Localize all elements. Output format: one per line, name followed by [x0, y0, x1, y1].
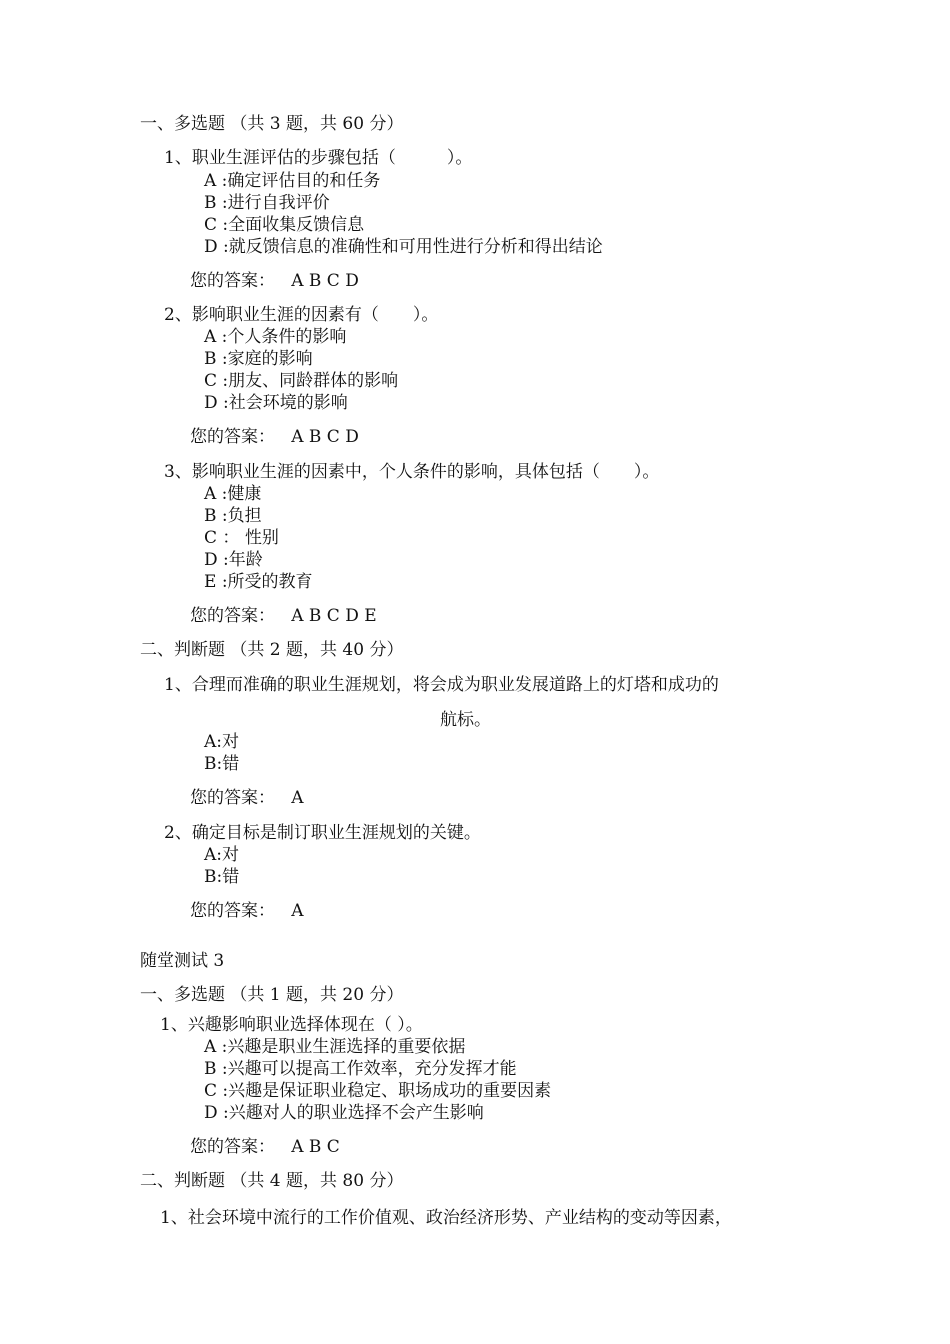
- option-a: A :健康: [204, 484, 262, 504]
- answer-label: 您的答案：: [190, 1137, 275, 1157]
- test-heading: 随堂测试 3: [140, 951, 225, 971]
- option-a: A:对: [204, 845, 240, 865]
- answer-label: 您的答案：: [190, 271, 275, 291]
- question-stem: 2、影响职业生涯的因素有（ ）。: [164, 305, 439, 325]
- option-d: D :社会环境的影响: [204, 393, 348, 413]
- question-stem: 1、职业生涯评估的步骤包括（ ）。: [164, 148, 473, 168]
- answer-label: 您的答案：: [190, 901, 275, 921]
- section-title: 二、判断题 （共 4 题，共 80 分）: [140, 1171, 404, 1191]
- option-c: C ： 性别: [204, 528, 279, 548]
- option-b: B:错: [204, 867, 240, 887]
- answer-row: [190, 426, 359, 448]
- answer-row: [190, 900, 304, 922]
- option-a: A :确定评估目的和任务: [204, 171, 381, 191]
- answer-row: [190, 787, 304, 809]
- answer-value: A: [291, 788, 304, 808]
- answer-label: 您的答案：: [190, 788, 275, 808]
- option-a: A :兴趣是职业生涯选择的重要依据: [204, 1037, 466, 1057]
- option-b: B :家庭的影响: [204, 349, 313, 369]
- option-b: B:错: [204, 754, 240, 774]
- option-d: D :年龄: [204, 550, 263, 570]
- question-stem: 3、影响职业生涯的因素中，个人条件的影响，具体包括（ ）。: [164, 462, 660, 482]
- answer-row: [190, 270, 359, 292]
- option-c: C :兴趣是保证职业稳定、职场成功的重要因素: [204, 1081, 552, 1101]
- option-a: A:对: [204, 732, 240, 752]
- answer-label: 您的答案：: [190, 606, 275, 626]
- section-title: 一、多选题 （共 1 题，共 20 分）: [140, 985, 404, 1005]
- answer-value: A: [291, 901, 304, 921]
- answer-row: [190, 1136, 340, 1158]
- question-stem: 1、合理而准确的职业生涯规划，将会成为职业发展道路上的灯塔和成功的: [164, 675, 719, 695]
- question-stem: 2、确定目标是制订职业生涯规划的关键。: [164, 823, 481, 843]
- question-stem: 1、社会环境中流行的工作价值观、政治经济形势、产业结构的变动等因素，: [160, 1208, 732, 1228]
- option-d: D :就反馈信息的准确性和可用性进行分析和得出结论: [204, 237, 603, 257]
- option-b: B :负担: [204, 506, 262, 526]
- option-e: E :所受的教育: [204, 572, 313, 592]
- option-a: A :个人条件的影响: [204, 327, 347, 347]
- option-b: B :兴趣可以提高工作效率，充分发挥才能: [204, 1059, 517, 1079]
- answer-row: [190, 605, 377, 627]
- question-stem-continued: 航标。: [440, 710, 491, 730]
- answer-value: A B C D: [291, 427, 359, 447]
- answer-label: 您的答案：: [190, 427, 275, 447]
- option-b: B :进行自我评价: [204, 193, 330, 213]
- option-c: C :朋友、同龄群体的影响: [204, 371, 399, 391]
- option-d: D :兴趣对人的职业选择不会产生影响: [204, 1103, 484, 1123]
- question-stem: 1、兴趣影响职业选择体现在（ ）。: [160, 1015, 423, 1035]
- section-title: 一、多选题 （共 3 题，共 60 分）: [140, 114, 404, 134]
- answer-value: A B C: [291, 1137, 340, 1157]
- answer-value: A B C D E: [291, 606, 377, 626]
- answer-value: A B C D: [291, 271, 359, 291]
- section-title: 二、判断题 （共 2 题，共 40 分）: [140, 640, 404, 660]
- option-c: C :全面收集反馈信息: [204, 215, 365, 235]
